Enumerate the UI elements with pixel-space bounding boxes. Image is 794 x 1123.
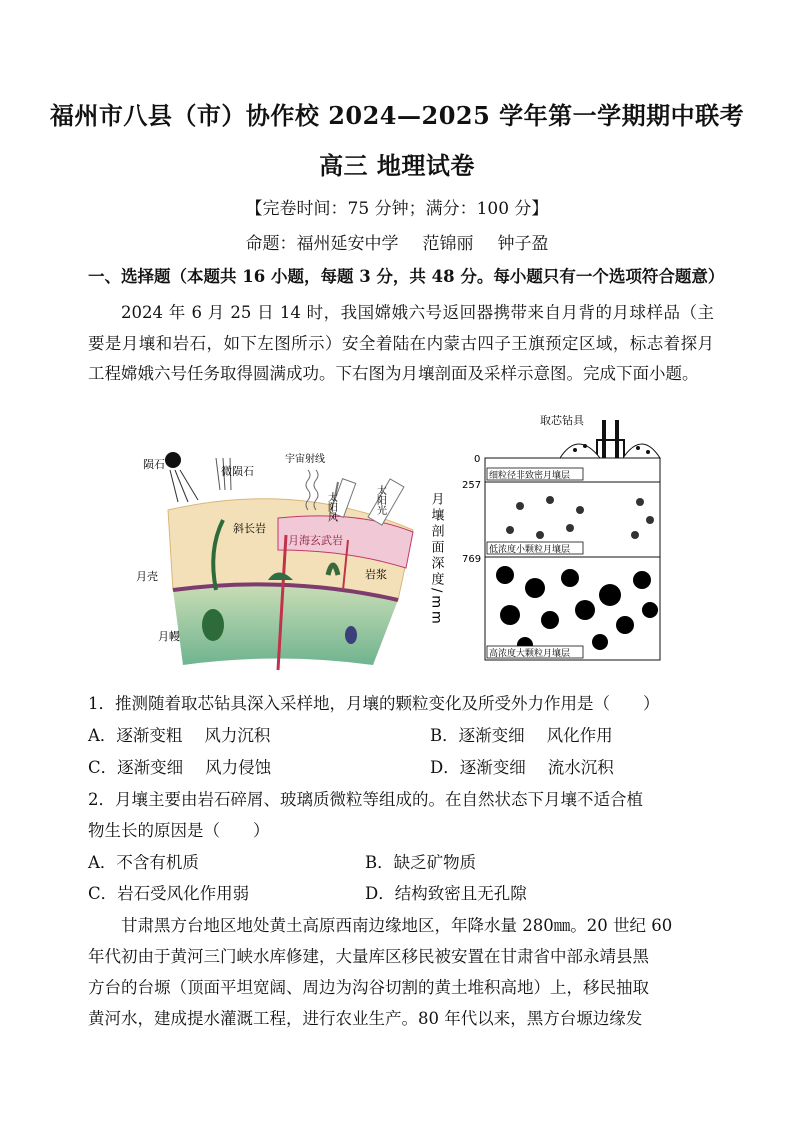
q1-option-d-text: 流水沉积 — [547, 758, 614, 777]
q1-option-d-label: D．逐渐变细 — [430, 758, 526, 777]
author-name-1: 范锦丽 — [422, 234, 474, 254]
passage-2-line-1: 甘肃黑方台地区地处黄土高原西南边缘地区，年降水量 280㎜。20 世纪 60 — [121, 916, 673, 935]
label-crust: 月壳 — [136, 570, 158, 583]
q1-option-c-label: C．逐渐变细 — [88, 758, 184, 777]
label-cosmic-ray: 宇宙射线 — [285, 454, 325, 465]
q1-option-a[interactable] — [88, 722, 270, 746]
label-layer-2: 低浓度小颗粒月壤层 — [489, 545, 571, 555]
exam-title: 福州市八县（市）协作校 2024—2025 学年第一学期期中联考 — [49, 101, 745, 130]
label-layer-1: 细粒径非致密月壤层 — [489, 471, 571, 481]
author-name-2: 钟子盈 — [497, 234, 549, 254]
depth-axis-label: 月壤剖面深度/mm — [430, 492, 444, 627]
q1-option-c[interactable] — [88, 754, 271, 778]
label-mantle: 月幔 — [158, 630, 180, 643]
q1-option-c-text: 风力侵蚀 — [205, 758, 272, 777]
q2-option-d[interactable]: D．结构致密且无孔隙 — [365, 884, 527, 903]
q1-stem: 1．推测随着取芯钻具深入采样地，月壤的颗粒变化及所受外力作用是（ ） — [88, 694, 660, 713]
author-line — [0, 229, 794, 254]
lunar-structure-figure — [128, 440, 458, 680]
label-layer-3: 高浓度大颗粒月壤层 — [489, 649, 571, 659]
exam-info: 【完卷时间：75 分钟；满分：100 分】 — [245, 199, 549, 219]
section-heading: 一、选择题（本题共 16 小题，每题 3 分，共 48 分。每小题只有一个选项符合题意） — [88, 267, 725, 286]
label-anorthosite: 斜长岩 — [233, 522, 266, 535]
label-solar-wind: 太阳风 — [325, 492, 337, 522]
label-micrometeorite: 微陨石 — [221, 465, 254, 478]
q1-option-b-label: B．逐渐变细 — [430, 726, 525, 745]
depth-769: 769 — [462, 554, 482, 565]
q2-option-a[interactable]: A．不含有机质 — [88, 853, 199, 872]
label-magma: 岩浆 — [365, 568, 387, 581]
depth-0: 0 — [474, 454, 481, 465]
exam-subtitle: 高三 地理试卷 — [319, 151, 475, 180]
q2-stem-line-2: 物生长的原因是（ ） — [88, 821, 270, 840]
label-drill: 取芯钻具 — [540, 414, 584, 427]
q1-option-b[interactable] — [430, 722, 613, 746]
label-mare-basalt: 月海玄武岩 — [288, 534, 343, 547]
author-label: 命题：福州延安中学 — [245, 234, 399, 254]
q2-option-b[interactable]: B．缺乏矿物质 — [365, 853, 477, 872]
passage-2-line-2: 年代初由于黄河三门峡水库修建，大量库区移民被安置在甘肃省中部永靖县黑 — [88, 947, 649, 966]
q2-option-c[interactable]: C．岩石受风化作用弱 — [88, 884, 250, 903]
q1-option-a-label: A．逐渐变粗 — [88, 726, 183, 745]
q2-stem-line-1: 2．月壤主要由岩石碎屑、玻璃质微粒等组成的。在自然状态下月壤不适合植 — [88, 790, 643, 809]
depth-257: 257 — [462, 480, 482, 491]
q1-option-b-text: 风化作用 — [546, 726, 613, 745]
lunar-soil-profile-figure — [430, 410, 675, 665]
label-meteorite: 陨石 — [143, 458, 165, 471]
passage-2-line-4: 黄河水，建成提水灌溉工程，进行农业生产。80 年代以来，黑方台塬边缘发 — [88, 1009, 643, 1028]
label-sunlight: 太阳光 — [374, 485, 386, 515]
passage-1: 2024 年 6 月 25 日 14 时，我国嫦娥六号返回器携带来自月背的月球样品（主要是月壤和岩石，如下左图所示）安全着陆在内蒙古四子王旗预定区域，标志着探月工程嫦娥六号任务取得圆满成功。下右图为月壤剖面及采样示意图。完成下面小题。 — [88, 303, 714, 383]
q1-option-a-text: 风力沉积 — [204, 726, 271, 745]
q1-option-d[interactable] — [430, 754, 614, 778]
passage-2-line-3: 方台的台塬（顶面平坦宽阔、周边为沟谷切割的黄土堆积高地）上，移民抽取 — [88, 978, 649, 997]
